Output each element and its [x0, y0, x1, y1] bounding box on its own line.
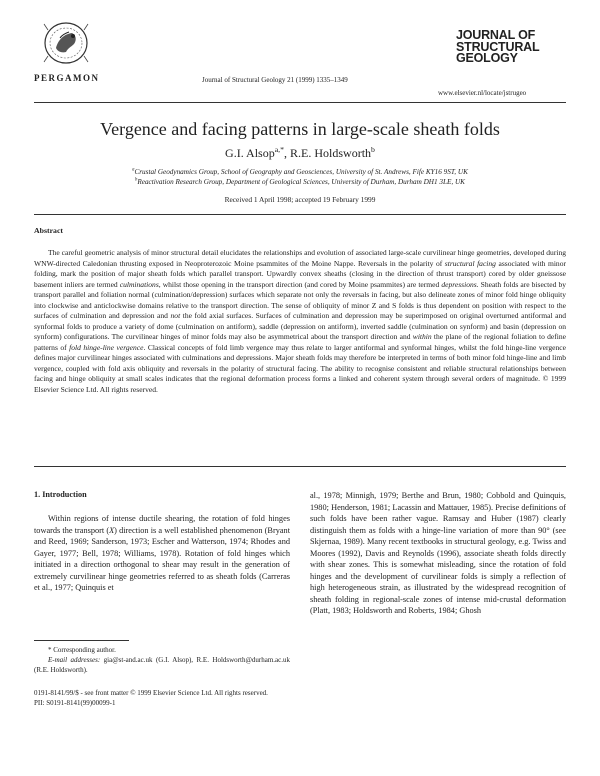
journal-title-line: STRUCTURAL [456, 39, 540, 54]
footnote-divider [34, 640, 129, 641]
author-name: G.I. Alsop [225, 146, 275, 160]
pergamon-logo [40, 18, 92, 68]
corresponding-author-note: * Corresponding author. [48, 646, 116, 654]
issn-line: 0191-8141/99/$ - see front matter © 1999 Elsevier Science Ltd. All rights reserved. [34, 689, 268, 697]
email-note: E-mail addresses: gia@st-and.ac.uk (G.I. Alsop), R.E. Holdsworth@durham.ac.uk (R.E. Holdsworth). [34, 656, 291, 674]
author-separator: , [284, 146, 291, 160]
author-marks: b [371, 145, 375, 154]
journal-title [456, 30, 566, 65]
abstract-text: The careful geometric analysis of minor structural detail elucidates the relationships and evolution of associated large-scale curvilinear hinge geometries, developed during WNW-directed Caledonian thrusting exposed in Neoproterozoic Moine psammites of the Moine Nappe. Reversals in the polarity of structural facing associated with minor folding, mark the position of major sheath folds which parallel transport. Upwardly convex sheaths (closing in the direction of thrust transport) cored by older gneissose basement inliers are termed culminations, whilst those opening in the transport direction (and cored by Moine psammites) are termed depressions. Sheath folds are bisected by transport parallel and foliation normal (culmination/depression) surfaces which separate not only the reversals in facing, but also delineate zones of minor fold hinge obliquity into clockwise and anticlockwise domains relative to the transport direction. The sense of obliquity of minor Z and S folds is thus dependent on position with respect to the surfaces of culmination and depression and not the fold axial surfaces. Surfaces of culmination and depression may be superimposed on original overturned antiformal and synformal folds to produce a variety of dome (culmination on antiform), saddle (depression on antiform), inverted saddle (culmination on synform) and basin (depression on synform) configurations. The curvilinear hinges of minor folds may also be asymmetrical about the transport direction and within the plane of the regional foliation to define patterns of fold hinge-line vergence. Classical concepts of fold limb vergence may thus relate to larger antiformal and synformal hinges, whilst the fold hinge-line vergence defines major curvilinear hinges associated with culminations and depressions. Major sheath folds may therefore be interpreted in terms of both minor fold hinge-line and limb vergence, coupled with fold axis obliquity and reversals in the polarity of structural facing. The ability to recognise consistent and reliable structural relationships between facing and hinge obliquity at small scales indicates that the regional deformation process forms a linked and coherent system through several orders of magnitude. © 1999 Elsevier Science Ltd. All rights reserved. [34, 248, 567, 394]
body-left-column: Within regions of intense ductile shearing, the rotation of fold hinges towards the transport (X) direction is a well established phenomenon (Bryant and Reed, 1969; Sanderson, 1973; Escher and Watterson, 1974; Rhodes and Gayer, 1977; Bell, 1978; Williams, 1978). Rotation of fold hinges which initiated in a direction orthogonal to shear may result in the generation of extremely curvilinear hinge geometries referred to as sheath folds (Carreras et al., 1977; Quinquis et [34, 514, 290, 593]
author-name: R.E. Holdsworth [290, 146, 372, 160]
affiliation-a [0, 168, 600, 176]
publisher-name: PERGAMON [34, 73, 100, 83]
article-title: Vergence and facing patterns in large-scale sheath folds [100, 119, 500, 139]
affiliation-mark: b [135, 177, 138, 183]
affiliation-mark: a [132, 167, 135, 173]
journal-title-line: GEOLOGY [456, 51, 518, 65]
journal-url[interactable]: www.elsevier.nl/locate/jstrugeo [438, 89, 527, 97]
journal-citation: Journal of Structural Geology 21 (1999) 1335–1349 [202, 76, 348, 84]
body-right-column: al., 1978; Minnigh, 1979; Berthe and Brun, 1980; Cobbold and Quinquis, 1980; Henderson, 1981; Lacassin and Mattauer, 1985). Precise definitions of such folds have been rather vague. Ramsay and Huber (1987) clearly distinguish them as folds with a hinge-line variation of more than 90° (see Skjernaa, 1989). Many recent textbooks in structural geology, e.g. Twiss and Moores (1992), Davis and Reynolds (1996), associate sheath folds directly with shear zones. This is somewhat misleading, since the rotation of fold hinges and the development of curvilinear folds is simply a reflection of high heterogeneous strain, as illustrated by the widespread recognition of sheath folding in regional-scale zones of intense mid-crustal deformation (Platt, 1983; Holdsworth and Roberts, 1984; Ghosh [310, 491, 566, 616]
pii-line: PII: S0191-8141(99)00099-1 [34, 699, 116, 707]
abstract-heading: Abstract [34, 226, 64, 235]
author-marks: a,* [274, 145, 285, 154]
affiliation-text: Crustal Geodynamics Group, School of Geography and Geosciences, University of St. Andrews, Fife KY16 9ST, UK [134, 168, 468, 176]
header-divider [34, 102, 566, 103]
section-heading: 1. Introduction [34, 490, 87, 499]
affiliation-text: Reactivation Research Group, Department of Geological Sciences, University of Durham, Durham DH1 3LE, UK [137, 178, 465, 186]
author-line [0, 146, 600, 161]
journal-title-line: JOURNAL OF [456, 28, 536, 42]
received-dates: Received 1 April 1998; accepted 19 February 1999 [224, 195, 376, 204]
affiliation-b [0, 178, 600, 186]
title-divider [34, 214, 566, 215]
abstract-divider [34, 466, 566, 467]
